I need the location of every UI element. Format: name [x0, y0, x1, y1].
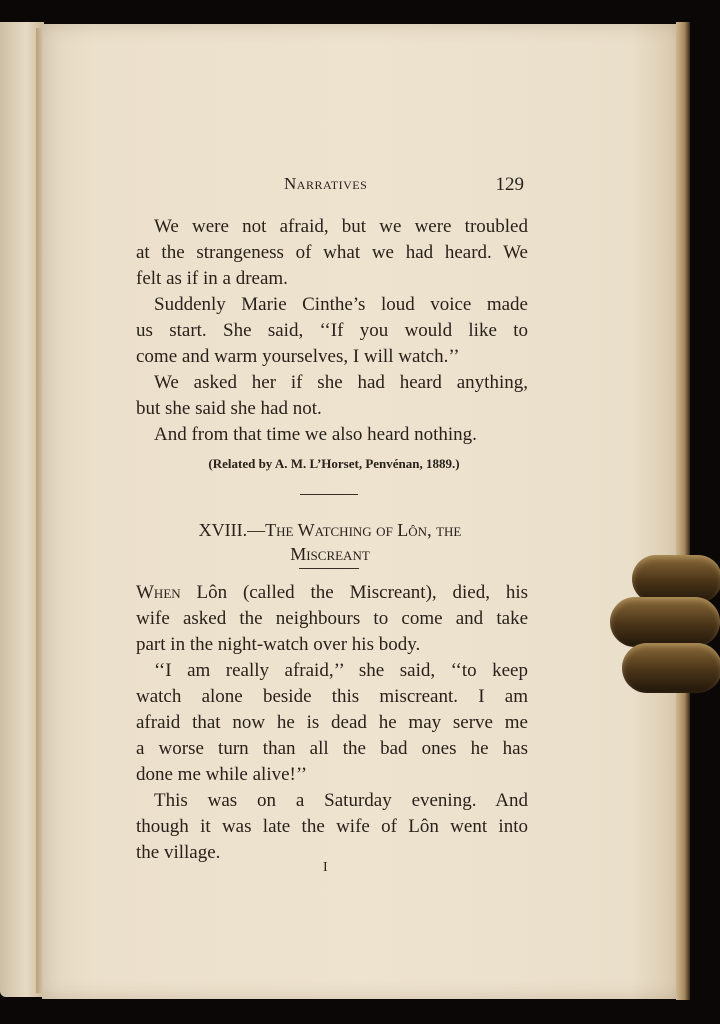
text-line: come and warm yourselves, I will watch.’’ [136, 346, 460, 367]
signature-mark: I [323, 860, 328, 875]
text-line: but she said she had not. [136, 398, 322, 419]
section-title-line-2: Miscreant [290, 544, 370, 564]
text-line: afraid that now he is dead he may serve me [136, 712, 528, 733]
text-line-rest: Lôn (called the Miscreant), died, his [180, 582, 528, 603]
section-title-underline [299, 568, 359, 569]
text-line: We were not afraid, but we were troubled [154, 216, 528, 237]
page-block-edge [676, 22, 690, 1000]
running-title: Narratives [284, 174, 368, 193]
text-line [136, 580, 528, 606]
section-title [150, 518, 510, 566]
text-line: at the strangeness of what we had heard. We [136, 242, 528, 263]
text-line: us start. She said, ‘‘If you would like to [136, 320, 528, 341]
text-line: ‘‘I am really afraid,’’ she said, ‘‘to keep [154, 660, 528, 681]
text-line: We asked her if she had heard anything, [154, 372, 528, 393]
text-line: though it was late the wife of Lôn went into [136, 816, 528, 837]
drop-word: When [136, 582, 181, 603]
text-line: the village. [136, 842, 221, 863]
narrative-text-bottom [136, 580, 528, 866]
text-line: felt as if in a dream. [136, 268, 288, 289]
section-divider [300, 494, 358, 495]
citation: (Related by A. M. L’Horset, Penvénan, 1889.) [208, 456, 460, 471]
text-line: Suddenly Marie Cinthe’s loud voice made [154, 294, 528, 315]
text-line: part in the night-watch over his body. [136, 634, 421, 655]
text-line: watch alone beside this miscreant. I am [136, 686, 528, 707]
text-line: And from that time we also heard nothing. [154, 424, 477, 445]
narrative-text-top [136, 214, 528, 448]
page-number: 129 [495, 174, 524, 195]
text-line: a worse turn than all the bad ones he has [136, 738, 528, 759]
metal-clip [606, 545, 720, 705]
section-title-line-1: XVIII.—The Watching of Lôn, the [198, 520, 462, 540]
text-line: wife asked the neighbours to come and take [136, 608, 528, 629]
text-line: done me while alive!’’ [136, 764, 308, 785]
text-line: This was on a Saturday evening. And [154, 790, 528, 811]
